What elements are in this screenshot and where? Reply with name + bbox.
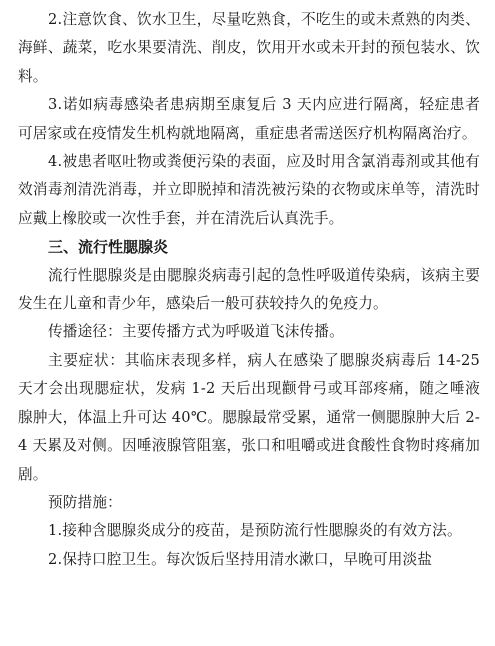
paragraph-norovirus-isolation: 3.诺如病毒感染者患病期至康复后 3 天内应进行隔离，轻症患者可居家或在疫情发生机构就地隔离，重症患者需送医疗机构隔离治疗。 xyxy=(18,96,480,142)
paragraph-vaccination: 1.接种含腮腺炎成分的疫苗，是预防流行性腮腺炎的有效方法。 xyxy=(48,522,462,540)
paragraph-food-hygiene: 2.注意饮食、饮水卫生，尽量吃熟食，不吃生的或未煮熟的肉类、海鲜、蔬菜，吃水果要清洗、削皮，饮用开水或未开封的预包装水、饮料。 xyxy=(18,11,480,85)
paragraph-prevention-title: 预防措施： xyxy=(48,493,122,511)
paragraph-symptoms: 主要症状：其临床表现多样，病人在感染了腮腺炎病毒后 14-25 天才会出现腮症状，发病 1-2 天后出现颧骨弓或耳部疼痛，随之唾液腺肿大，体温上升可达 40℃。腮腺最常受累，通常一侧腮腺肿大后 2-4 天累及对侧。因唾液腺管阻塞，张口和咀嚼或进食酸性食物时疼痛加剧。 xyxy=(18,351,480,483)
paragraph-disinfection: 4.被患者呕吐物或粪便污染的表面，应及时用含氯消毒剂或其他有效消毒剂清洗消毒，并立即脱掉和清洗被污染的衣物或床单等，清洗时应戴上橡胶或一次性手套，并在清洗后认真洗手。 xyxy=(18,153,480,227)
section-heading-mumps: 三、流行性腮腺炎 xyxy=(48,238,169,257)
paragraph-transmission: 传播途径：主要传播方式为呼吸道飞沫传播。 xyxy=(48,323,344,341)
document-page xyxy=(18,6,480,574)
paragraph-oral-hygiene: 2.保持口腔卫生。每次饭后坚持用清水漱口，早晚可用淡盐 xyxy=(48,550,433,568)
paragraph-mumps-intro: 流行性腮腺炎是由腮腺炎病毒引起的急性呼吸道传染病，该病主要发生在儿童和青少年，感染后一般可获较持久的免疫力。 xyxy=(18,266,480,313)
